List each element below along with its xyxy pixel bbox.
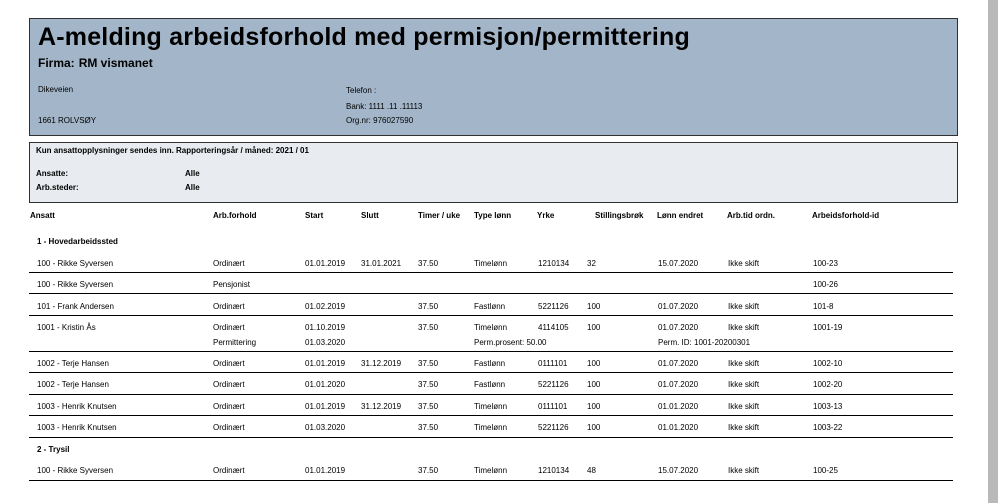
cell-arbtid: Ikke skift <box>728 380 760 389</box>
cell-stilling: 100 <box>587 402 601 411</box>
col-header-yrke: Yrke <box>537 211 555 220</box>
address-line2: 1661 ROLVSØY <box>38 116 97 125</box>
cell-stilling: 32 <box>587 259 596 268</box>
cell-ansatt: 1003 - Henrik Knutsen <box>37 402 117 411</box>
workplaces-label: Arb.steder: <box>36 183 79 192</box>
address-line1: Dikeveien <box>38 85 74 94</box>
row-divider <box>29 272 953 273</box>
cell-lonnendret: 15.07.2020 <box>658 466 699 475</box>
cell-timer: 37.50 <box>418 423 439 432</box>
col-header-start: Start <box>305 211 324 220</box>
cell-yrke: 1210134 <box>538 259 570 268</box>
cell-yrke: 5221126 <box>538 423 569 432</box>
report-title: A-melding arbeidsforhold med permisjon/permittering <box>38 23 690 51</box>
cell-lonnendret: 01.07.2020 <box>658 302 699 311</box>
cell-timer: 37.50 <box>418 302 439 311</box>
cell-start: 01.01.2019 <box>305 359 346 368</box>
employees-value: Alle <box>185 169 200 178</box>
col-header-slutt: Slutt <box>361 211 379 220</box>
cell-lonnendret: 01.07.2020 <box>658 359 699 368</box>
cell-sub-permid: Perm. ID: 1001-20200301 <box>658 338 751 347</box>
cell-typelonn: Timelønn <box>474 323 508 332</box>
report-info: Kun ansattopplysninger sendes inn. Rapporteringsår / måned: 2021 / 01 <box>36 146 309 155</box>
cell-yrke: 0111101 <box>538 402 568 411</box>
cell-arbforhold: Ordinært <box>213 302 245 311</box>
cell-id: 1002-20 <box>813 380 843 389</box>
cell-lonnendret: 01.07.2020 <box>658 380 699 389</box>
row-divider <box>29 415 953 416</box>
col-header-arbtid: Arb.tid ordn. <box>727 211 775 220</box>
company-name: RM vismanet <box>78 56 153 70</box>
cell-timer: 37.50 <box>418 323 439 332</box>
company-label: Firma: <box>38 56 75 70</box>
employees-label: Ansatte: <box>36 169 69 178</box>
cell-typelonn: Timelønn <box>474 466 508 475</box>
cell-slutt: 31.12.2019 <box>361 402 402 411</box>
col-header-ansatt: Ansatt <box>30 211 55 220</box>
cell-ansatt: 1002 - Terje Hansen <box>37 359 109 368</box>
cell-ansatt: 1002 - Terje Hansen <box>37 380 109 389</box>
cell-arbforhold: Ordinært <box>213 466 245 475</box>
bank-account: Bank: 1111 .11 .11113 <box>346 102 423 111</box>
cell-sub-arbforhold: Permittering <box>213 338 257 347</box>
org-number: Org.nr: 976027590 <box>346 116 414 125</box>
company-line <box>38 56 153 70</box>
cell-timer: 37.50 <box>418 380 439 389</box>
col-header-stilling: Stillingsbrøk <box>595 211 644 220</box>
cell-typelonn: Timelønn <box>474 423 508 432</box>
row-divider <box>29 351 953 352</box>
cell-id: 1002-10 <box>813 359 843 368</box>
cell-timer: 37.50 <box>418 402 439 411</box>
cell-start: 01.03.2020 <box>305 423 346 432</box>
vertical-scrollbar[interactable] <box>988 0 998 503</box>
cell-stilling: 100 <box>587 302 601 311</box>
cell-typelonn: Fastlønn <box>474 359 506 368</box>
cell-arbtid: Ikke skift <box>728 259 760 268</box>
cell-id: 101-8 <box>813 302 834 311</box>
cell-arbforhold: Ordinært <box>213 402 245 411</box>
phone-label: Telefon : <box>346 86 377 95</box>
cell-start: 01.02.2019 <box>305 302 346 311</box>
row-divider <box>29 437 953 438</box>
cell-ansatt: 100 - Rikke Syversen <box>37 466 114 475</box>
cell-arbforhold: Pensjonist <box>213 280 250 289</box>
filter-box <box>29 142 958 203</box>
cell-start: 01.01.2019 <box>305 466 346 475</box>
report-header <box>29 18 958 136</box>
cell-arbtid: Ikke skift <box>728 302 760 311</box>
cell-start: 01.01.2020 <box>305 380 346 389</box>
cell-typelonn: Timelønn <box>474 259 508 268</box>
cell-arbtid: Ikke skift <box>728 423 760 432</box>
cell-arbtid: Ikke skift <box>728 402 760 411</box>
cell-stilling: 100 <box>587 323 601 332</box>
cell-arbtid: Ikke skift <box>728 359 760 368</box>
cell-slutt: 31.01.2021 <box>361 259 402 268</box>
cell-id: 100-23 <box>813 259 838 268</box>
cell-arbtid: Ikke skift <box>728 466 760 475</box>
cell-yrke: 1210134 <box>538 466 570 475</box>
cell-id: 100-26 <box>813 280 838 289</box>
section-title: 2 - Trysil <box>37 445 70 454</box>
col-header-typelonn: Type lønn <box>474 211 512 220</box>
cell-typelonn: Fastlønn <box>474 302 506 311</box>
cell-id: 1003-22 <box>813 423 843 432</box>
cell-stilling: 100 <box>587 359 601 368</box>
row-divider <box>29 480 953 481</box>
cell-id: 1003-13 <box>813 402 843 411</box>
cell-yrke: 4114105 <box>538 323 569 332</box>
col-header-id: Arbeidsforhold-id <box>812 211 880 220</box>
cell-yrke: 0111101 <box>538 359 568 368</box>
cell-arbtid: Ikke skift <box>728 323 760 332</box>
cell-sub-prosent: Perm.prosent: 50.00 <box>474 338 547 347</box>
cell-id: 100-25 <box>813 466 838 475</box>
cell-start: 01.01.2019 <box>305 402 346 411</box>
cell-lonnendret: 15.07.2020 <box>658 259 699 268</box>
cell-typelonn: Timelønn <box>474 402 508 411</box>
cell-ansatt: 1001 - Kristin Ås <box>37 323 96 332</box>
cell-ansatt: 1003 - Henrik Knutsen <box>37 423 117 432</box>
cell-ansatt: 101 - Frank Andersen <box>37 302 114 311</box>
cell-arbforhold: Ordinært <box>213 380 245 389</box>
row-divider <box>29 394 953 395</box>
cell-start: 01.01.2019 <box>305 259 346 268</box>
cell-sub-start: 01.03.2020 <box>305 338 346 347</box>
cell-yrke: 5221126 <box>538 302 569 311</box>
cell-stilling: 48 <box>587 466 596 475</box>
cell-slutt: 31.12.2019 <box>361 359 402 368</box>
cell-timer: 37.50 <box>418 466 439 475</box>
cell-arbforhold: Ordinært <box>213 259 245 268</box>
col-header-arbforhold: Arb.forhold <box>213 211 257 220</box>
cell-stilling: 100 <box>587 423 601 432</box>
row-divider <box>29 315 953 316</box>
cell-ansatt: 100 - Rikke Syversen <box>37 259 114 268</box>
cell-arbforhold: Ordinært <box>213 423 245 432</box>
cell-typelonn: Fastlønn <box>474 380 506 389</box>
cell-arbforhold: Ordinært <box>213 359 245 368</box>
cell-arbforhold: Ordinært <box>213 323 245 332</box>
cell-lonnendret: 01.01.2020 <box>658 423 699 432</box>
cell-id: 1001-19 <box>813 323 843 332</box>
cell-lonnendret: 01.07.2020 <box>658 323 699 332</box>
cell-timer: 37.50 <box>418 259 439 268</box>
cell-stilling: 100 <box>587 380 601 389</box>
cell-timer: 37.50 <box>418 359 439 368</box>
col-header-lonnendret: Lønn endret <box>657 211 704 220</box>
cell-lonnendret: 01.01.2020 <box>658 402 699 411</box>
row-divider <box>29 372 953 373</box>
workplaces-value: Alle <box>185 183 200 192</box>
section-title: 1 - Hovedarbeidssted <box>37 237 118 246</box>
row-divider <box>29 293 953 294</box>
cell-start: 01.10.2019 <box>305 323 346 332</box>
cell-ansatt: 100 - Rikke Syversen <box>37 280 114 289</box>
col-header-timer: Timer / uke <box>418 211 461 220</box>
cell-yrke: 5221126 <box>538 380 569 389</box>
